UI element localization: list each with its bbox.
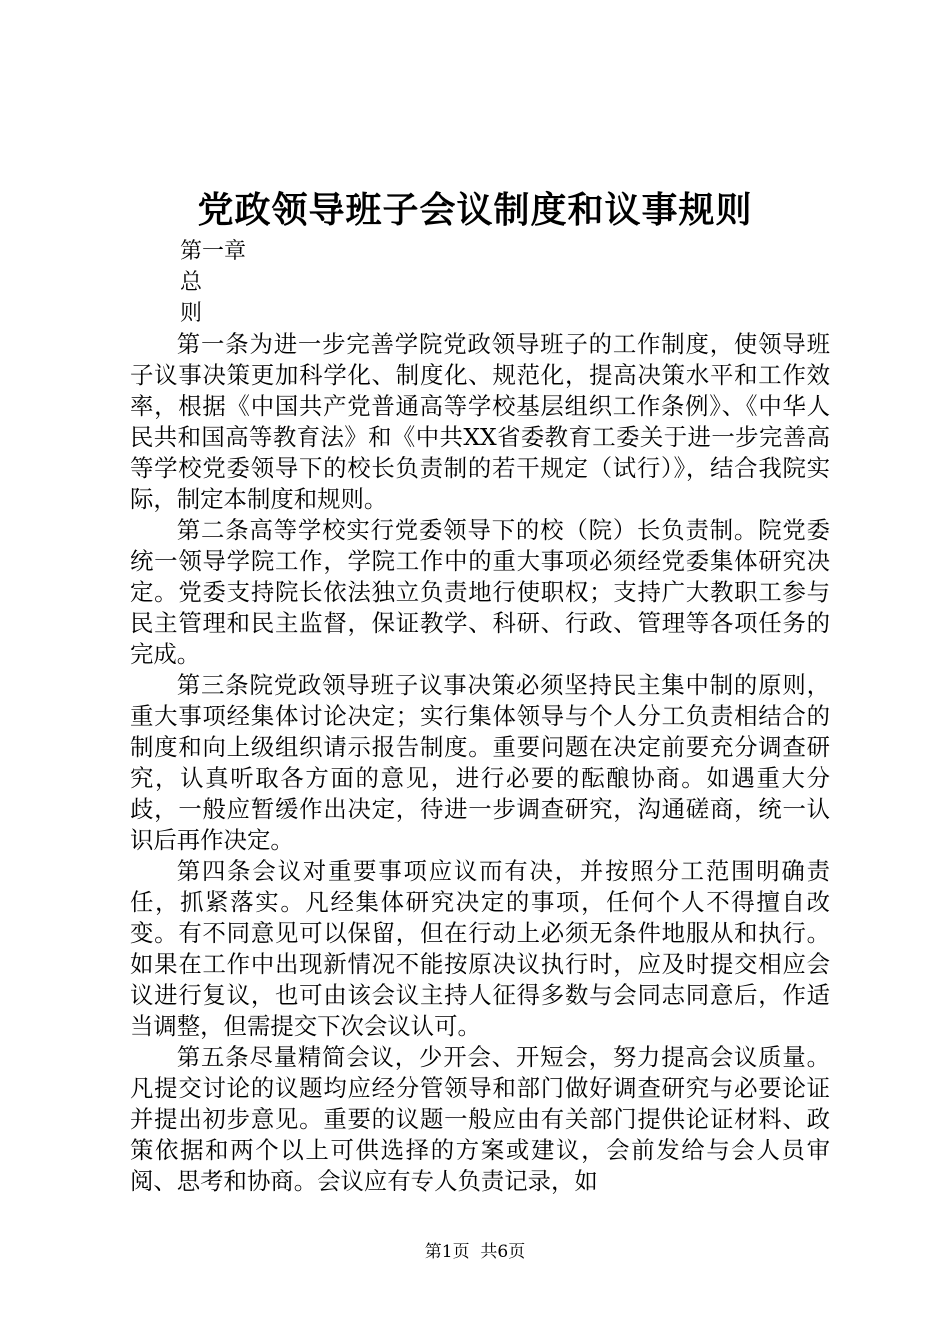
page-total: 共6页 [480, 1242, 526, 1262]
chapter-heading [180, 236, 300, 329]
article-4: 第四条会议对重要事项应议而有决，并按照分工范围明确责任，抓紧落实。凡经集体研究决定的事项，任何个人不得擅自改变。有不同意见可以保留，但在行动上必须无条件地服从和执行。如果在工作中出现新情况不能按原决议执行时，应及时提交相应会议进行复议，也可由该会议主持人征得多数与会同志同意后，作适当调整，但需提交下次会议认可。 [130, 857, 830, 1040]
chapter-number: 第一章 [180, 239, 247, 264]
article-3: 第三条院党政领导班子议事决策必须坚持民主集中制的原则，重大事项经集体讨论决定；实行集体领导与个人分工负责相结合的制度和向上级组织请示报告制度。重要问题在决定前要充分调查研究，认真听取各方面的意见，进行必要的酝酿协商。如遇重大分歧，一般应暂缓作出决定，待进一步调查研究，沟通磋商，统一认识后再作决定。 [130, 671, 830, 854]
chapter-title-char-2: 则 [180, 301, 203, 326]
article-2: 第二条高等学校实行党委领导下的校（院）长负责制。院党委统一领导学院工作，学院工作中的重大事项必须经党委集体研究决定。党委支持院长依法独立负责地行使职权；支持广大教职工参与民主管理和民主监督，保证教学、科研、行政、管理等各项任务的完成。 [130, 516, 830, 668]
article-1: 第一条为进一步完善学院党政领导班子的工作制度，使领导班子议事决策更加科学化、制度化、规范化，提高决策水平和工作效率，根据《中国共产党普通高等学校基层组织工作条例》、《中华人民共和国高等教育法》和《中共XX省委教育工委关于进一步完善高等学校党委领导下的校长负责制的若干规定（试行）》，结合我院实际，制定本制度和规则。 [130, 330, 830, 513]
page-number: 第1页 [424, 1242, 470, 1262]
chapter-title-char-1: 总 [180, 270, 203, 295]
page-footer [0, 1240, 950, 1264]
document-body [130, 329, 830, 1197]
article-5: 第五条尽量精简会议，少开会、开短会，努力提高会议质量。凡提交讨论的议题均应经分管领导和部门做好调查研究与必要论证并提出初步意见。重要的议题一般应由有关部门提供论证材料、政策依据和两个以上可供选择的方案或建议，会前发给与会人员审阅、思考和协商。会议应有专人负责记录，如 [130, 1043, 830, 1195]
document-title: 党政领导班子会议制度和议事规则 [197, 189, 753, 231]
